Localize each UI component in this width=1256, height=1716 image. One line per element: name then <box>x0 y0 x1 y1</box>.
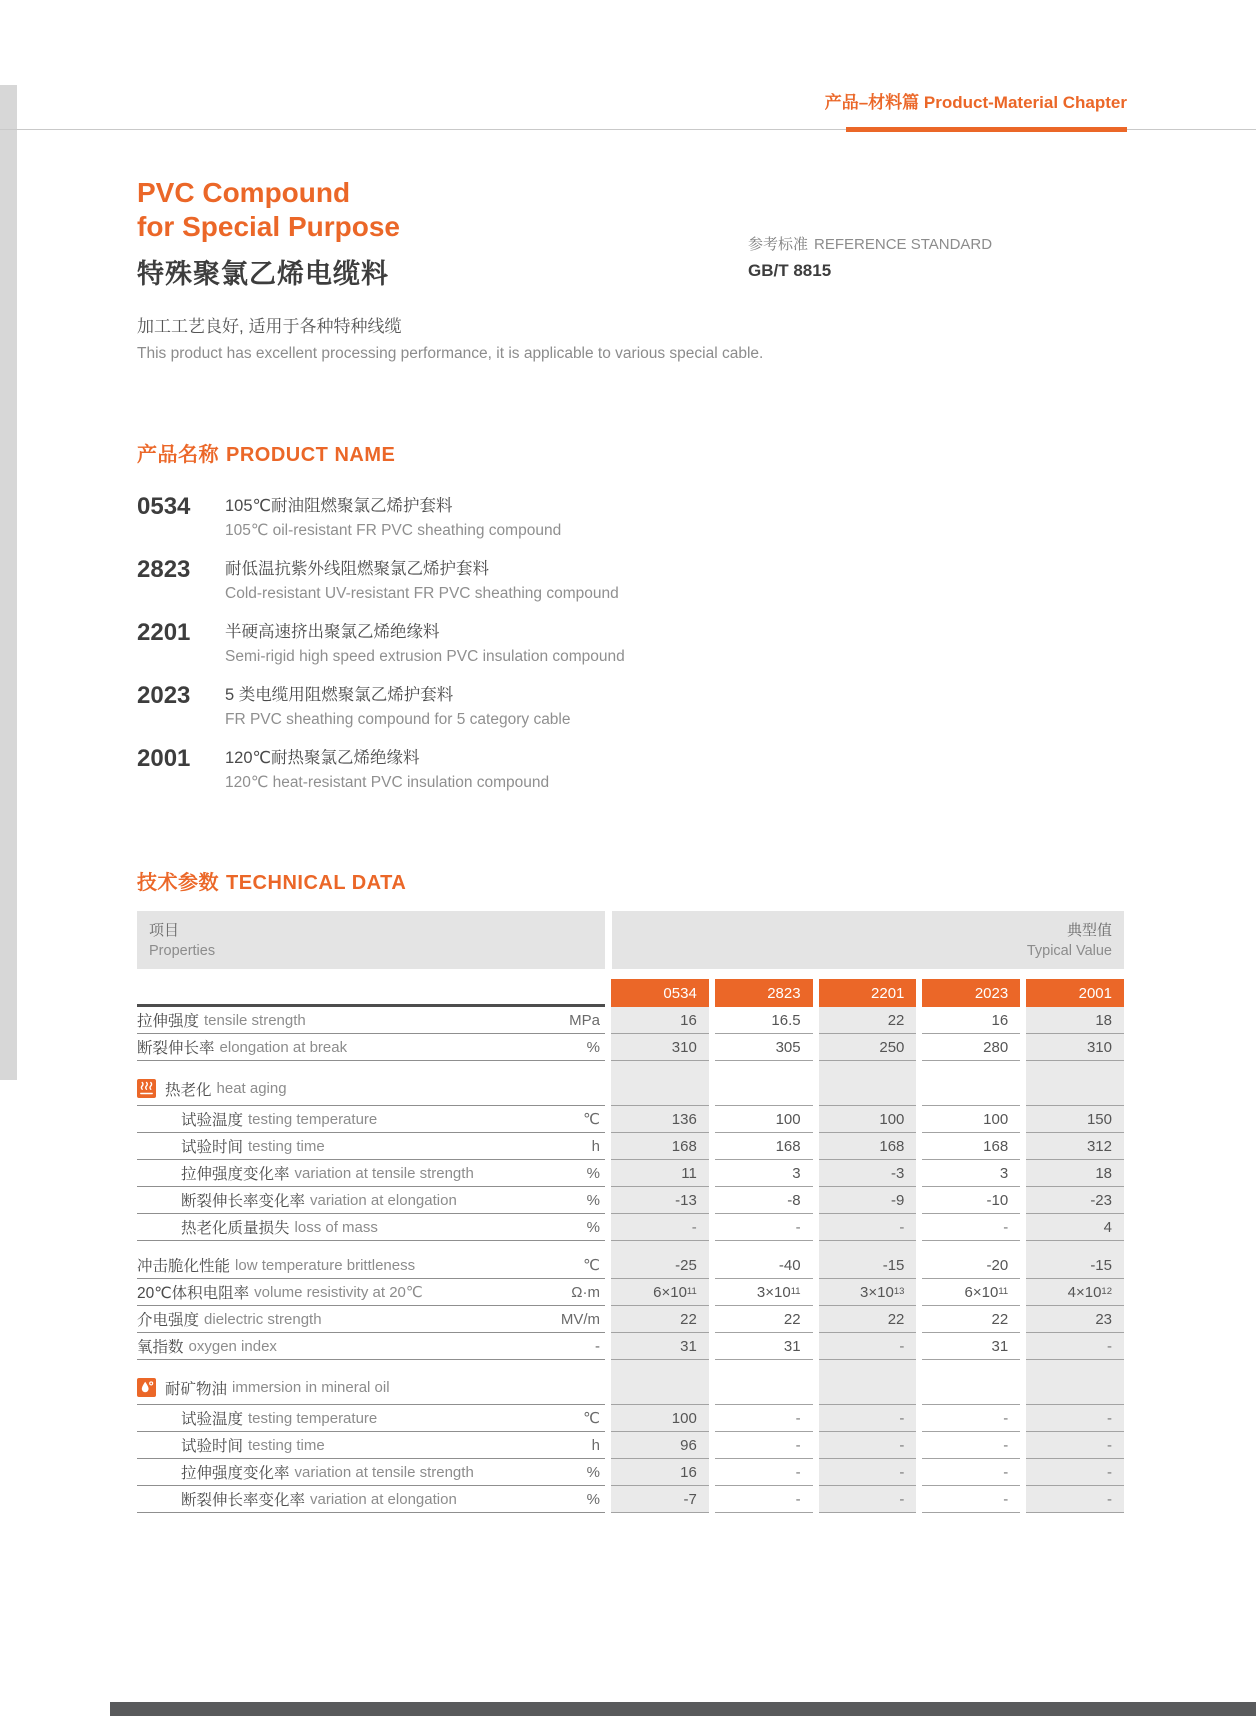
value-cell: -20 <box>922 1252 1020 1279</box>
product-name-zh: 105℃耐油阻燃聚氯乙烯护套料 <box>225 497 453 515</box>
properties-header-zh: 项目 <box>149 922 180 939</box>
gap-value-cell <box>715 1241 813 1252</box>
property-label-cell <box>137 1106 605 1133</box>
properties-header-en: Properties <box>149 943 216 959</box>
product-name-en: FR PVC sheathing compound for 5 category cable <box>225 711 571 728</box>
value-cell: - <box>715 1405 813 1432</box>
table-row <box>137 1279 1124 1306</box>
property-label <box>137 1461 474 1483</box>
group-label-en: heat aging <box>216 1080 287 1097</box>
product-name-zh: 120℃耐热聚氯乙烯绝缘料 <box>225 749 420 767</box>
product-names <box>225 558 619 604</box>
typical-value-header <box>612 911 1124 969</box>
product-item <box>137 747 1124 793</box>
chapter-header-en: Product-Material Chapter <box>923 93 1127 112</box>
gap-label-cell <box>137 1360 605 1371</box>
table-row <box>137 1160 1124 1187</box>
property-unit: MV/m <box>560 1310 600 1328</box>
value-cell: - <box>819 1405 917 1432</box>
product-name-en: Cold-resistant UV-resistant FR PVC sheathing compound <box>225 585 619 602</box>
value-cell: - <box>819 1459 917 1486</box>
gap-label-cell <box>137 1241 605 1252</box>
gap-value-cell <box>819 1061 917 1072</box>
table-row <box>137 1459 1124 1486</box>
reference-standard-label-en: REFERENCE STANDARD <box>814 236 993 253</box>
property-label-zh: 介电强度 <box>137 1312 200 1329</box>
value-cell: 136 <box>611 1106 709 1133</box>
property-label-cell <box>137 1160 605 1187</box>
value-cell: - <box>1026 1432 1124 1459</box>
property-label <box>137 1335 277 1357</box>
header-accent-bar <box>846 127 1127 132</box>
value-cell: -23 <box>1026 1187 1124 1214</box>
value-cell: - <box>819 1486 917 1513</box>
value-cell: 31 <box>611 1333 709 1360</box>
table-row <box>137 1405 1124 1432</box>
oil-drop-icon <box>137 1378 156 1397</box>
product-list <box>137 495 1124 793</box>
value-cell: - <box>715 1459 813 1486</box>
technical-data-table <box>137 979 1124 1513</box>
property-label-cell <box>137 1214 605 1241</box>
group-value-cell <box>611 1072 709 1106</box>
value-cell: - <box>715 1432 813 1459</box>
group-value-cell <box>819 1072 917 1106</box>
value-cell: 250 <box>819 1034 917 1061</box>
gap-label-cell <box>137 1061 605 1072</box>
property-label-cell <box>137 1007 605 1034</box>
product-names <box>225 621 625 667</box>
product-name-section <box>137 438 1124 810</box>
property-label-en: variation at tensile strength <box>294 1164 474 1182</box>
value-cell: - <box>922 1459 1020 1486</box>
product-code: 2023 <box>137 682 191 709</box>
value-cell: 22 <box>819 1007 917 1034</box>
product-code: 2001 <box>137 745 191 772</box>
property-label-zh: 冲击脆化性能 <box>137 1258 231 1275</box>
property-unit: ℃ <box>583 1257 600 1274</box>
value-cell: -40 <box>715 1252 813 1279</box>
product-name-en: Semi-rigid high speed extrusion PVC insulation compound <box>225 648 625 665</box>
property-label-en: low temperature brittleness <box>235 1256 416 1274</box>
value-cell: 22 <box>611 1306 709 1333</box>
value-cell: 11 <box>611 1160 709 1187</box>
product-name-en: 105℃ oil-resistant FR PVC sheathing compound <box>225 522 562 539</box>
properties-header <box>137 911 605 969</box>
footer-bar <box>110 1702 1256 1716</box>
property-label-zh: 试验温度 <box>181 1112 244 1129</box>
property-unit: h <box>591 1137 600 1155</box>
property-label <box>137 1407 377 1429</box>
property-label-zh: 20℃体积电阻率 <box>137 1285 250 1302</box>
table-gap-row <box>137 1360 1124 1371</box>
gap-value-cell <box>715 1360 813 1371</box>
product-name-en: 120℃ heat-resistant PVC insulation compound <box>225 774 550 791</box>
value-cell: 3 <box>922 1160 1020 1187</box>
property-unit: % <box>586 1164 600 1182</box>
value-cell: -25 <box>611 1252 709 1279</box>
value-cell: 168 <box>611 1133 709 1160</box>
property-label-en: testing temperature <box>248 1409 378 1427</box>
table-column-code: 2001 <box>1026 979 1124 1007</box>
property-unit: % <box>586 1218 600 1236</box>
page-title-en-line2: for Special Purpose <box>137 211 400 242</box>
technical-data-title-zh: 技术参数 <box>137 872 219 894</box>
table-group-row <box>137 1072 1124 1106</box>
value-cell: 3×10 11 <box>715 1279 813 1306</box>
table-row <box>137 1252 1124 1279</box>
heat-icon <box>137 1079 156 1098</box>
property-label <box>137 1135 325 1157</box>
property-label-cell <box>137 1405 605 1432</box>
value-cell: 100 <box>715 1106 813 1133</box>
product-code: 0534 <box>137 493 191 520</box>
group-label-zh: 热老化 <box>165 1081 212 1099</box>
property-label <box>137 1009 306 1031</box>
property-label-cell <box>137 1133 605 1160</box>
property-label-cell <box>137 1187 605 1214</box>
value-cell: - <box>1026 1333 1124 1360</box>
table-row <box>137 1187 1124 1214</box>
property-label-zh: 拉伸强度变化率 <box>181 1465 290 1482</box>
property-label-zh: 拉伸强度变化率 <box>181 1166 290 1183</box>
value-cell: 4×10 12 <box>1026 1279 1124 1306</box>
gap-value-cell <box>611 1241 709 1252</box>
group-value-cell <box>922 1371 1020 1405</box>
value-cell: 31 <box>922 1333 1020 1360</box>
property-label <box>137 1488 457 1510</box>
value-cell: 22 <box>715 1306 813 1333</box>
group-label-cell <box>137 1371 605 1405</box>
property-unit: % <box>586 1463 600 1481</box>
property-unit: Ω·m <box>571 1283 600 1301</box>
value-cell: 100 <box>819 1106 917 1133</box>
value-cell: 168 <box>922 1133 1020 1160</box>
page-title <box>137 176 400 291</box>
technical-data-title-en: TECHNICAL DATA <box>226 872 407 894</box>
property-label-zh: 试验温度 <box>181 1411 244 1428</box>
property-unit: % <box>586 1490 600 1508</box>
value-base: 3×10 <box>756 1283 791 1301</box>
value-cell: - <box>1026 1459 1124 1486</box>
group-value-cell <box>611 1371 709 1405</box>
property-label-en: testing time <box>248 1436 325 1454</box>
property-label-zh: 氧指数 <box>137 1339 184 1356</box>
left-edge-strip <box>0 85 17 1080</box>
product-code: 2201 <box>137 619 191 646</box>
group-label-zh: 耐矿物油 <box>165 1380 228 1398</box>
product-description-en: This product has excellent processing performance, it is applicable to various special cable. <box>137 345 764 362</box>
value-cell: - <box>1026 1486 1124 1513</box>
property-label-cell <box>137 1034 605 1061</box>
group-value-cell <box>715 1371 813 1405</box>
property-label-cell <box>137 1279 605 1306</box>
value-cell: -3 <box>819 1160 917 1187</box>
table-row <box>137 1486 1124 1513</box>
gap-value-cell <box>611 1061 709 1072</box>
value-cell: 16 <box>922 1007 1020 1034</box>
value-cell: -7 <box>611 1486 709 1513</box>
property-unit: % <box>586 1038 600 1056</box>
property-unit: ℃ <box>583 1111 600 1128</box>
product-description-zh: 加工工艺良好, 适用于各种特种线缆 <box>137 317 402 336</box>
property-label-en: testing temperature <box>248 1110 378 1128</box>
product-name-zh: 半硬高速挤出聚氯乙烯绝缘料 <box>225 623 440 641</box>
property-unit: MPa <box>569 1011 600 1029</box>
group-value-cell <box>715 1072 813 1106</box>
value-cell: - <box>922 1214 1020 1241</box>
product-item <box>137 621 1124 667</box>
page-title-zh: 特殊聚氯乙烯电缆料 <box>137 259 389 289</box>
table-row <box>137 1306 1124 1333</box>
property-label-en: oxygen index <box>188 1337 277 1355</box>
property-unit: - <box>595 1337 600 1355</box>
table-row <box>137 1034 1124 1061</box>
chapter-header <box>825 88 1127 113</box>
property-label-cell <box>137 1486 605 1513</box>
value-cell: 4 <box>1026 1214 1124 1241</box>
page-title-en-line1: PVC Compound <box>137 177 351 208</box>
property-label-cell <box>137 1459 605 1486</box>
gap-value-cell <box>1026 1241 1124 1252</box>
property-label-en: volume resistivity at 20℃ <box>254 1284 423 1301</box>
table-code-header-row <box>137 979 1124 1007</box>
table-gap-row <box>137 1241 1124 1252</box>
property-label-en: loss of mass <box>294 1218 378 1236</box>
group-label-en: immersion in mineral oil <box>232 1379 390 1396</box>
value-cell: 6×10 11 <box>922 1279 1020 1306</box>
table-gap-row <box>137 1061 1124 1072</box>
property-label-cell <box>137 1306 605 1333</box>
value-cell: 312 <box>1026 1133 1124 1160</box>
reference-standard-label-zh: 参考标准 <box>748 236 809 253</box>
product-name-zh: 5 类电缆用阻燃聚氯乙烯护套料 <box>225 686 454 704</box>
chapter-header-zh: 产品–材料篇 <box>824 93 920 112</box>
property-label-en: variation at elongation <box>310 1490 457 1508</box>
gap-value-cell <box>819 1241 917 1252</box>
technical-data-section-title <box>137 866 1124 895</box>
gap-value-cell <box>819 1360 917 1371</box>
value-cell: 18 <box>1026 1007 1124 1034</box>
value-cell: 96 <box>611 1432 709 1459</box>
value-cell: 310 <box>1026 1034 1124 1061</box>
product-item <box>137 558 1124 604</box>
property-label <box>137 1434 325 1456</box>
property-unit: h <box>591 1436 600 1454</box>
product-name-zh: 耐低温抗紫外线阻燃聚氯乙烯护套料 <box>225 560 489 578</box>
product-description <box>137 312 763 363</box>
technical-data-section <box>137 866 1124 1513</box>
value-base: 3×10 <box>860 1283 894 1301</box>
table-row <box>137 1133 1124 1160</box>
property-unit: % <box>586 1191 600 1209</box>
property-label-zh: 断裂伸长率 <box>137 1040 215 1057</box>
value-cell: 18 <box>1026 1160 1124 1187</box>
property-label-zh: 断裂伸长率变化率 <box>181 1193 306 1210</box>
typical-value-header-zh: 典型值 <box>1066 922 1112 939</box>
value-cell: 23 <box>1026 1306 1124 1333</box>
value-cell: 280 <box>922 1034 1020 1061</box>
property-label-en: testing time <box>248 1137 325 1155</box>
value-cell: 16.5 <box>715 1007 813 1034</box>
group-value-cell <box>922 1072 1020 1106</box>
gap-value-cell <box>715 1061 813 1072</box>
gap-value-cell <box>922 1061 1020 1072</box>
group-value-cell <box>819 1371 917 1405</box>
value-cell: 3×10 13 <box>819 1279 917 1306</box>
group-value-cell <box>1026 1371 1124 1405</box>
product-code: 2823 <box>137 556 191 583</box>
product-item <box>137 684 1124 730</box>
value-cell: 3 <box>715 1160 813 1187</box>
property-label-en: elongation at break <box>219 1038 348 1056</box>
property-label-zh: 热老化质量损失 <box>181 1220 290 1237</box>
table-column-code: 2023 <box>922 979 1020 1007</box>
property-label <box>137 1281 423 1303</box>
property-label-zh: 试验时间 <box>181 1139 244 1156</box>
value-cell: 22 <box>819 1306 917 1333</box>
value-cell: -9 <box>819 1187 917 1214</box>
typical-value-header-en: Typical Value <box>1026 943 1112 959</box>
value-cell: 100 <box>922 1106 1020 1133</box>
value-cell: -15 <box>819 1252 917 1279</box>
value-cell: 150 <box>1026 1106 1124 1133</box>
gap-value-cell <box>1026 1061 1124 1072</box>
product-names <box>225 495 561 541</box>
table-header-band <box>137 911 1124 969</box>
table-code-header-spacer <box>137 979 605 1007</box>
table-group-row <box>137 1371 1124 1405</box>
property-label-zh: 断裂伸长率变化率 <box>181 1492 306 1509</box>
group-label <box>137 1377 390 1399</box>
property-label <box>137 1189 457 1211</box>
value-base: 6×10 <box>653 1283 687 1301</box>
property-label-cell <box>137 1252 605 1279</box>
property-label-en: variation at tensile strength <box>294 1463 474 1481</box>
property-label <box>137 1162 474 1184</box>
product-name-section-title <box>137 438 1124 467</box>
reference-standard-value: GB/T 8815 <box>748 261 832 280</box>
value-cell: - <box>611 1214 709 1241</box>
value-cell: -8 <box>715 1187 813 1214</box>
property-label-cell <box>137 1333 605 1360</box>
value-cell: - <box>715 1214 813 1241</box>
property-label-zh: 试验时间 <box>181 1438 244 1455</box>
value-cell: - <box>1026 1405 1124 1432</box>
table-column-code: 0534 <box>611 979 709 1007</box>
table-column-code: 2823 <box>715 979 813 1007</box>
value-cell: 22 <box>922 1306 1020 1333</box>
value-cell: 100 <box>611 1405 709 1432</box>
value-cell: - <box>922 1405 1020 1432</box>
value-cell: 16 <box>611 1007 709 1034</box>
gap-value-cell <box>922 1241 1020 1252</box>
table-column-code: 2201 <box>819 979 917 1007</box>
table-row <box>137 1333 1124 1360</box>
product-names <box>225 684 571 730</box>
property-label-en: dielectric strength <box>204 1310 322 1328</box>
value-cell: 6×10 11 <box>611 1279 709 1306</box>
table-row <box>137 1106 1124 1133</box>
table-row <box>137 1007 1124 1034</box>
table-row <box>137 1214 1124 1241</box>
value-cell: - <box>922 1432 1020 1459</box>
property-label-en: variation at elongation <box>310 1191 457 1209</box>
value-cell: 16 <box>611 1459 709 1486</box>
value-base: 4×10 <box>1067 1283 1102 1301</box>
gap-value-cell <box>1026 1360 1124 1371</box>
property-label <box>137 1108 377 1130</box>
property-label-zh: 拉伸强度 <box>137 1013 200 1030</box>
group-value-cell <box>1026 1072 1124 1106</box>
property-label <box>137 1036 347 1058</box>
reference-standard <box>748 233 992 281</box>
value-cell: 31 <box>715 1333 813 1360</box>
product-item <box>137 495 1124 541</box>
value-cell: - <box>819 1214 917 1241</box>
value-base: 6×10 <box>964 1283 999 1301</box>
product-name-title-en: PRODUCT NAME <box>226 444 396 466</box>
value-cell: -13 <box>611 1187 709 1214</box>
property-label <box>137 1308 322 1330</box>
value-cell: -15 <box>1026 1252 1124 1279</box>
value-cell: 310 <box>611 1034 709 1061</box>
property-unit: ℃ <box>583 1410 600 1427</box>
group-label <box>137 1078 287 1100</box>
group-label-cell <box>137 1072 605 1106</box>
property-label-cell <box>137 1432 605 1459</box>
value-cell: - <box>922 1486 1020 1513</box>
value-cell: 168 <box>715 1133 813 1160</box>
value-cell: 168 <box>819 1133 917 1160</box>
property-label-en: tensile strength <box>204 1011 306 1029</box>
property-label <box>137 1254 415 1276</box>
gap-value-cell <box>922 1360 1020 1371</box>
value-cell: - <box>819 1432 917 1459</box>
gap-value-cell <box>611 1360 709 1371</box>
value-cell: - <box>715 1486 813 1513</box>
product-name-title-zh: 产品名称 <box>137 444 219 466</box>
value-cell: - <box>819 1333 917 1360</box>
value-cell: -10 <box>922 1187 1020 1214</box>
property-label <box>137 1216 378 1238</box>
product-names <box>225 747 549 793</box>
reference-standard-label <box>748 233 992 254</box>
value-cell: 305 <box>715 1034 813 1061</box>
table-row <box>137 1432 1124 1459</box>
